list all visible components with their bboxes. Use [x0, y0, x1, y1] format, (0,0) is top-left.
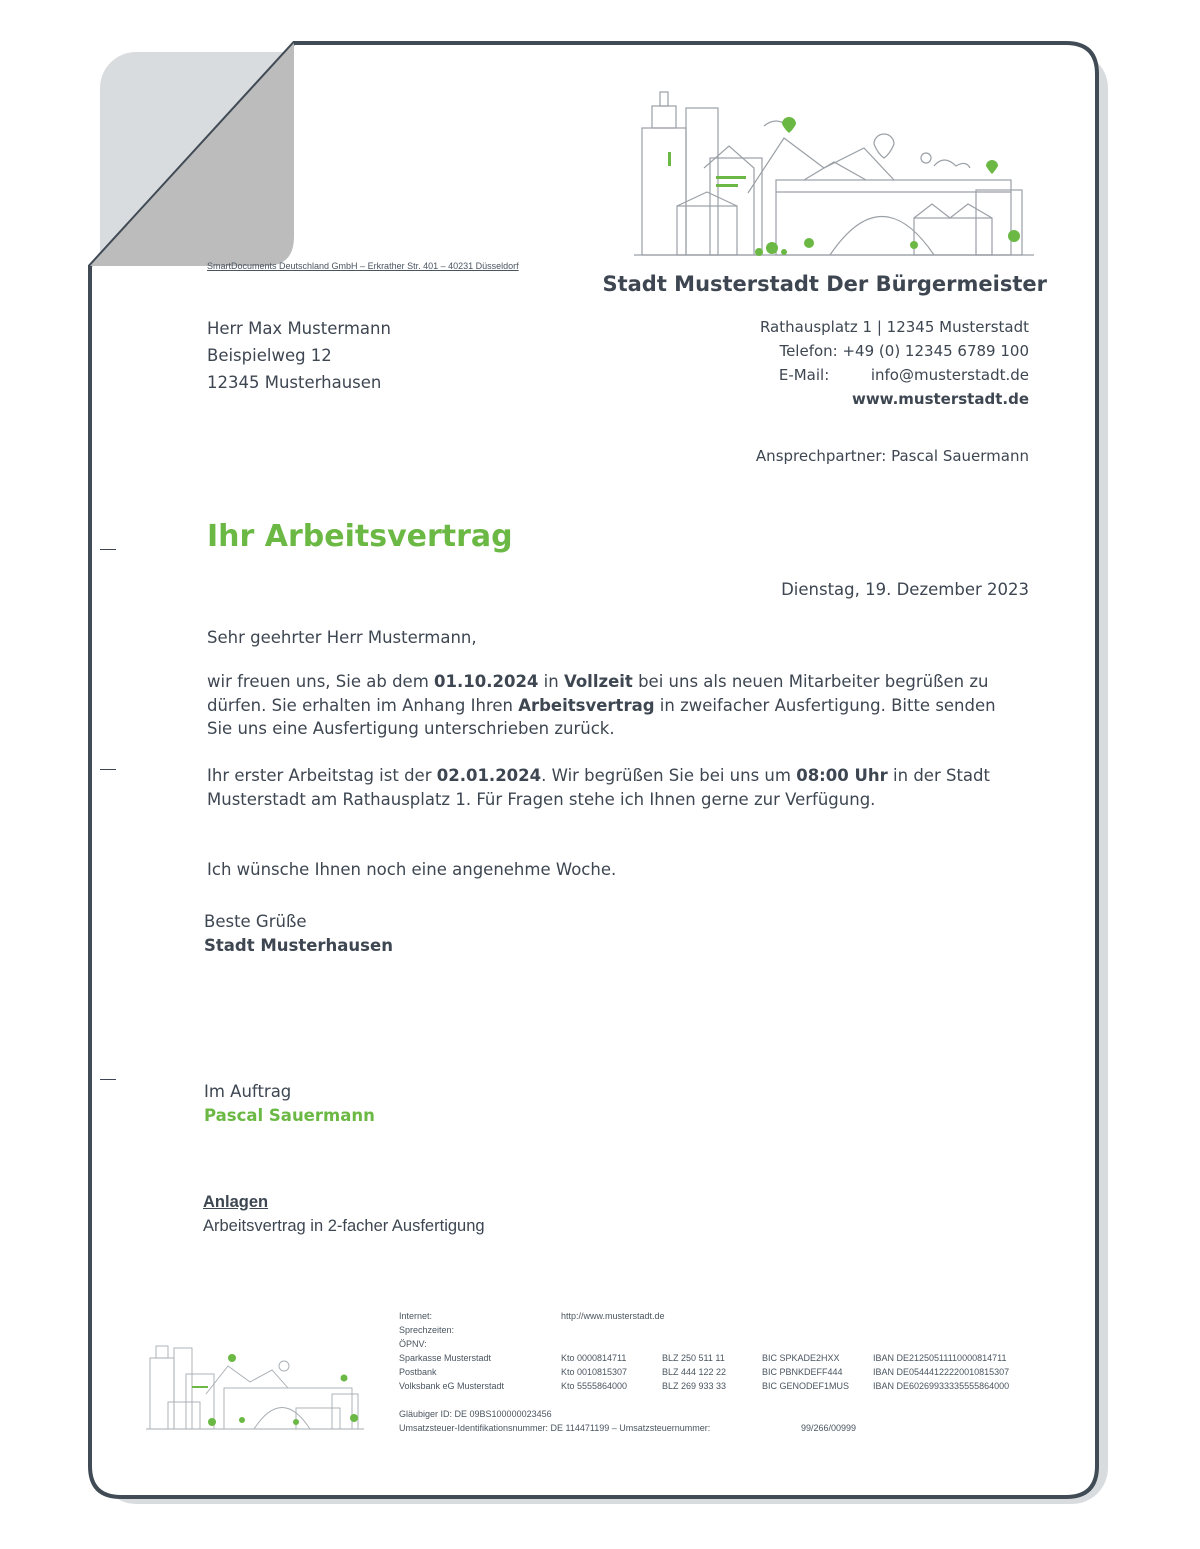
tax-id-line: Umsatzsteuer-Identifikationsnummer: DE 114471199 – Umsatzsteuernummer:: [399, 1423, 711, 1433]
letter-page: SmartDocuments Deutschland GmbH – Erkrather Str. 401 – 40231 Düsseldorf Stadt Musterstadt Der Bürgermeister Herr Max Mustermann Beispielweg 12 12345 Musterhausen Rathausplatz 1 | 12345 Musterstadt Telefon: +49 (0) 12345 6789 100 E-Mail: info@musterstadt.de www.musterstadt.de Ansprechpartner: Pascal Sauermann Ihr Arbeitsvertrag Dienstag, 19. Dezember 2023 Sehr geehrter Herr Mustermann, wir freuen uns, Sie ab dem 01.10.2024 in Vollzeit bei uns als neuen Mitarbeiter begrüßen zu dürfen. Sie erhalten im Anhang Ihren Arbeitsvertrag in zweifacher Ausfertigung. Bitte senden Sie uns eine Ausfertigung unterschrieben zurück. Ihr erster Arbeitstag ist der 02.01.2024. Wir begrüßen Sie bei uns um 08:00 Uhr in der Stadt Musterstadt am Rathausplatz 1. Für Fragen stehe ich Ihnen gerne zur Verfügung. Ich wünsche Ihnen noch eine angenehme Woche. Beste Grüße Stadt Musterhausen Im Auftrag Pascal Sauermann Anlagen Arbeitsvertrag in 2-facher Ausfertigung Internet: http://www.musterstadt.de Sprechzeiten: ÖPNV: Sparkasse Musterstadt Kto 0000814711 BLZ 250 511 11 BIC SPKADE2HXX IBAN DE21250511110000814711 Postbank Kto 0010815307 BLZ 444 122 22 BIC PBNKDEFF444 IBAN DE05444122220010815307 Volksbank eG Musterstadt Kto 5555864000 BLZ 269 933 33 BIC GENODEF1MUS IBAN DE60269933335555864000 Gläubiger ID: DE 09BS100000023456 Umsatzsteuer-Identifikationsnummer: DE 114471199 – Umsatzsteuernummer: 99/266/00999: [0, 0, 1200, 1549]
body-paragraph-1: wir freuen uns, Sie ab dem 01.10.2024 in Vollzeit bei uns als neuen Mitarbeiter begrüßen zu dürfen. Sie erhalten im Anhang Ihren Arbeitsvertrag in zweifacher Ausfertigung. Bitte senden Sie uns eine Ausfertigung unterschrieben zurück.: [207, 672, 996, 738]
regards-organization: Stadt Musterhausen: [204, 936, 393, 955]
contact-person: Ansprechpartner: Pascal Sauermann: [755, 447, 1029, 465]
attachment-item: Arbeitsvertrag in 2-facher Ausfertigung: [203, 1217, 485, 1235]
email-label: E-Mail:: [778, 366, 830, 384]
recipient-address: [207, 315, 391, 396]
body-paragraph-2: Ihr erster Arbeitstag ist der 02.01.2024. Wir begrüßen Sie bei uns um 08:00 Uhr in der Stadt Musterstadt am Rathausplatz 1. Für Fragen stehe ich Ihnen gerne zur Verfügung.: [207, 766, 990, 809]
contact-address: Rathausplatz 1 | 12345 Musterstadt: [759, 318, 1029, 336]
attachments-label: Anlagen: [203, 1193, 269, 1211]
contact-block: [760, 315, 1029, 411]
greeting: Beste Grüße: [204, 912, 307, 931]
footer-skyline-logo: [146, 1336, 366, 1431]
letter-date: Dienstag, 19. Dezember 2023: [781, 580, 1029, 599]
email-address[interactable]: info@musterstadt.de: [870, 366, 1029, 384]
salutation: Sehr geehrter Herr Mustermann,: [207, 628, 477, 647]
tax-number: 99/266/00999: [801, 1423, 857, 1433]
letter-subject: Ihr Arbeitsvertrag: [207, 519, 513, 554]
recipient-city: 12345 Musterhausen: [207, 373, 382, 392]
organization-title: Stadt Musterstadt Der Bürgermeister: [602, 272, 1047, 296]
recipient-street: Beispielweg 12: [207, 346, 332, 365]
fold-mark: [100, 769, 116, 770]
attachments-block: [203, 1190, 485, 1238]
contact-phone: Telefon: +49 (0) 12345 6789 100: [779, 342, 1029, 360]
regards-block: [204, 910, 393, 958]
folded-corner: [90, 43, 294, 266]
creditor-id: Gläubiger ID: DE 09BS100000023456: [399, 1409, 552, 1419]
office-hours-label: Sprechzeiten:: [399, 1325, 455, 1335]
fold-mark: [100, 1079, 116, 1080]
internet-link[interactable]: http://www.musterstadt.de: [561, 1311, 665, 1321]
sender-return-address: SmartDocuments Deutschland GmbH – Erkrather Str. 401 – 40231 Düsseldorf: [207, 261, 519, 271]
website-link[interactable]: www.musterstadt.de: [851, 390, 1029, 408]
fold-mark: [100, 549, 116, 550]
recipient-name: Herr Max Mustermann: [207, 319, 391, 338]
signer-name: Pascal Sauermann: [204, 1106, 375, 1125]
city-skyline-logo: [634, 88, 1038, 258]
contact-email-row: [760, 363, 1029, 387]
internet-label: Internet:: [399, 1311, 433, 1321]
closing-sentence: Ich wünsche Ihnen noch eine angenehme Woche.: [207, 860, 617, 879]
transit-label: ÖPNV:: [399, 1339, 427, 1349]
signature-block: [204, 1080, 375, 1128]
on-behalf-label: Im Auftrag: [204, 1082, 292, 1101]
